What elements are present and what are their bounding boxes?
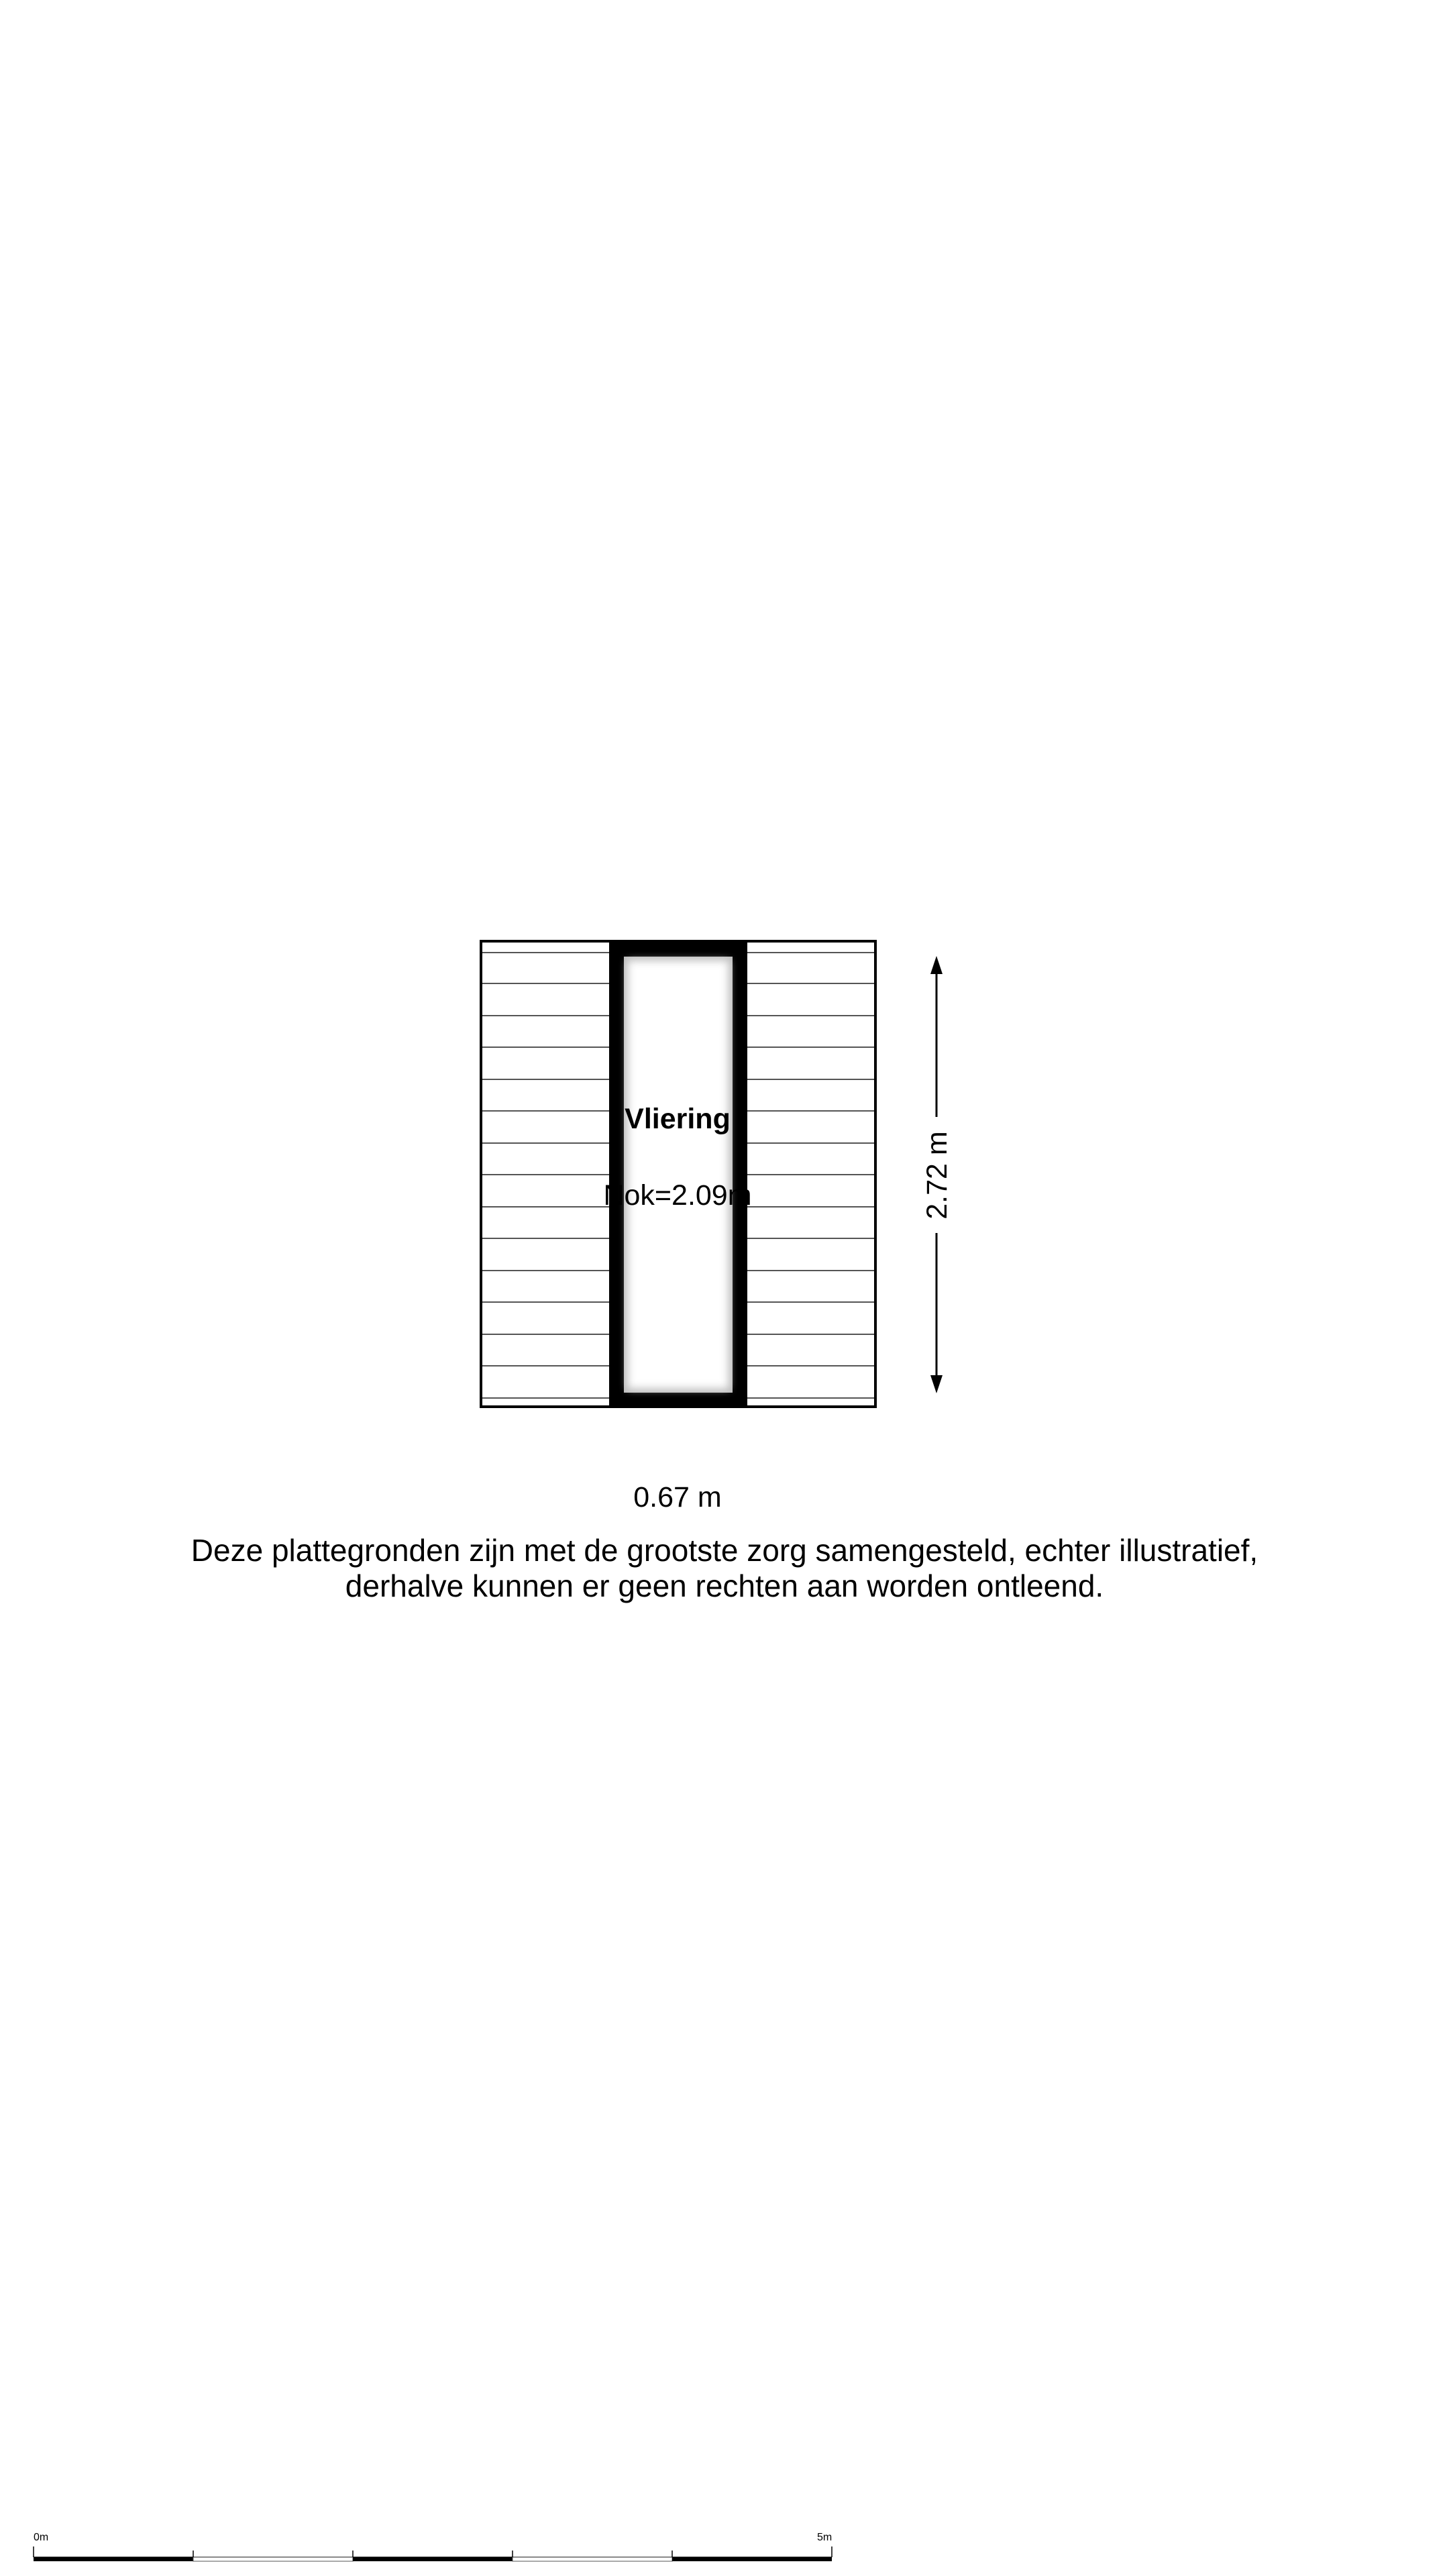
roof-slope-left: [482, 953, 609, 1398]
ridge-height-label: Nok=2.09m: [603, 1179, 752, 1212]
disclaimer: [0, 1533, 1449, 1604]
room-walls: [609, 941, 747, 1407]
scale-end-label: 5m: [817, 2532, 833, 2543]
scale-bar: [34, 2546, 832, 2561]
disclaimer-line-1: Deze plattegronden zijn met de grootste zorg samengesteld, echter illustratief,: [191, 1533, 1258, 1568]
roof-slope-right: [747, 953, 874, 1398]
width-dimension-label: 0.67 m: [633, 1481, 722, 1513]
disclaimer-line-2: derhalve kunnen er geen rechten aan worden ontleend.: [345, 1568, 1104, 1603]
scale-start-label: 0m: [34, 2532, 49, 2543]
depth-dimension-label: 2.72 m: [921, 1131, 953, 1220]
room-name: Vliering: [625, 1103, 731, 1135]
